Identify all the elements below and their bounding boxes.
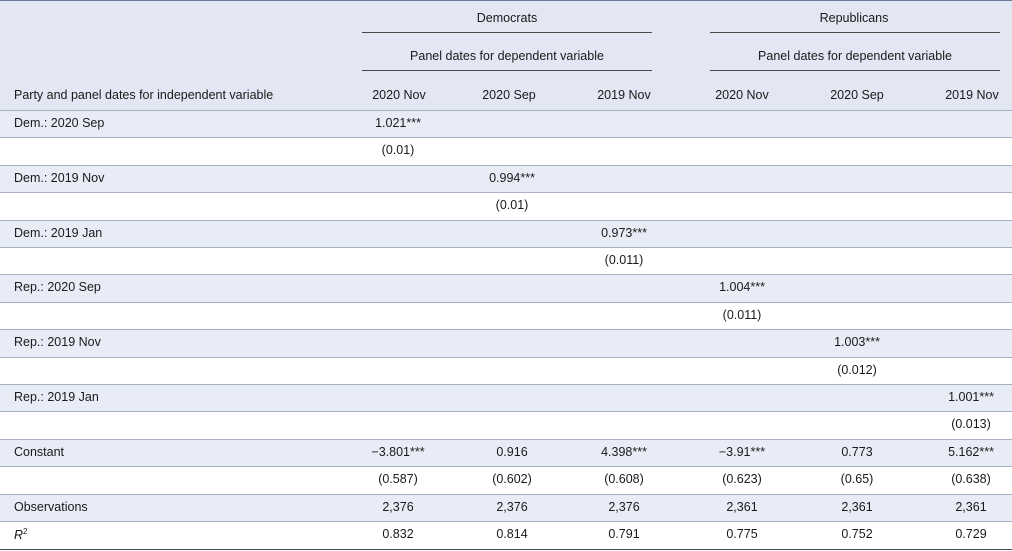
party-header-democrats: Democrats (476, 11, 538, 25)
row-label-text: Dem.: 2020 Sep (14, 116, 105, 130)
democrats-rule (362, 32, 652, 33)
table-cell: (0.65) (840, 472, 874, 487)
table-row (0, 494, 1012, 522)
table-row (0, 302, 1012, 330)
table-row (0, 165, 1012, 193)
row-label (14, 445, 64, 459)
table-cell: (0.012) (837, 362, 877, 377)
row-label (14, 527, 27, 542)
table-cell: 1.021*** (375, 116, 421, 130)
table-row (0, 384, 1012, 412)
row-label-text: Rep.: 2020 Sep (14, 280, 101, 295)
table-cell: 2,361 (726, 499, 758, 514)
table-cell: 0.994*** (489, 170, 535, 185)
table-cell: (0.011) (604, 253, 644, 267)
table-cell: (0.602) (492, 472, 532, 487)
table-row (0, 247, 1012, 275)
table-cell: (0.623) (722, 472, 762, 487)
row-label-text: Rep.: 2019 Nov (14, 335, 101, 350)
table-cell: 2,361 (841, 499, 873, 514)
table-cell: 1.001*** (948, 390, 994, 404)
table-cell: 2,376 (496, 499, 528, 514)
table-cell: (0.608) (604, 472, 644, 487)
table-cell: (0.587) (378, 472, 418, 487)
column-header-rep-2019-nov: 2019 Nov (945, 88, 999, 102)
table-row (0, 329, 1012, 357)
table-cell: (0.013) (951, 417, 991, 432)
table-cell: 5.162*** (948, 444, 994, 459)
row-label (14, 500, 88, 514)
table-cell: 0.729 (955, 527, 987, 541)
row-label-text: Rep.: 2019 Jan (14, 390, 99, 404)
table-row (0, 411, 1012, 439)
table-cell: 1.003*** (834, 335, 880, 350)
table-row (0, 137, 1012, 165)
row-label-text: Observations (14, 499, 88, 514)
table-cell: 0.773 (841, 444, 873, 459)
table-cell: 0.775 (726, 527, 758, 541)
table-cell: 2,376 (608, 499, 640, 514)
row-label-superscript: 2 (23, 527, 28, 536)
row-label (14, 171, 104, 185)
table-row (0, 521, 1012, 549)
column-header-rep-2020-nov: 2020 Nov (715, 88, 769, 102)
column-header-dem-2020-sep: 2020 Sep (482, 88, 536, 102)
table-row (0, 357, 1012, 385)
table-cell: 2,376 (382, 499, 414, 514)
republicans-rule (710, 32, 1000, 33)
row-label-text: R (14, 528, 24, 543)
table-cell: −3.91*** (718, 444, 766, 459)
table-bottom-rule (0, 549, 1012, 550)
republicans-panel-rule (710, 70, 1000, 71)
table-cell: (0.01) (381, 143, 415, 158)
table-cell: 0.832 (382, 527, 414, 541)
row-label-text: Dem.: 2019 Jan (14, 225, 103, 240)
democrats-panel-rule (362, 70, 652, 71)
table-row (0, 466, 1012, 494)
row-label (14, 390, 99, 404)
table-cell: 0.814 (496, 527, 528, 541)
panel-header-democrats: Panel dates for dependent variable (410, 49, 604, 63)
table-cell: 4.398*** (601, 444, 647, 459)
table-cell: (0.011) (722, 307, 762, 322)
row-label-text: Constant (14, 444, 65, 459)
row-label (14, 335, 101, 349)
row-label-text: Dem.: 2019 Nov (14, 170, 105, 185)
table-cell: 0.916 (496, 444, 528, 459)
table-cell: (0.01) (495, 198, 529, 213)
table-cell: 0.973*** (601, 225, 647, 240)
row-label (14, 280, 101, 294)
table-row (0, 192, 1012, 220)
table-cell: 0.752 (841, 527, 873, 541)
stub-header: Party and panel dates for independent variable (14, 88, 274, 102)
table-row (0, 110, 1012, 138)
table-cell: −3.801*** (371, 444, 425, 459)
table-cell: (0.638) (951, 472, 991, 487)
table-row (0, 274, 1012, 302)
column-header-dem-2020-nov: 2020 Nov (372, 88, 426, 102)
party-header-republicans: Republicans (819, 11, 889, 25)
row-label (14, 226, 102, 240)
table-header (0, 0, 1012, 111)
table-cell: 0.791 (608, 527, 640, 541)
row-label (14, 116, 104, 130)
column-header-dem-2019-nov: 2019 Nov (597, 88, 651, 102)
table-cell: 2,361 (955, 499, 987, 514)
table-cell: 1.004*** (719, 280, 765, 295)
table-row (0, 220, 1012, 248)
table-row (0, 439, 1012, 467)
panel-header-republicans: Panel dates for dependent variable (758, 49, 952, 63)
column-header-rep-2020-sep: 2020 Sep (830, 88, 884, 102)
